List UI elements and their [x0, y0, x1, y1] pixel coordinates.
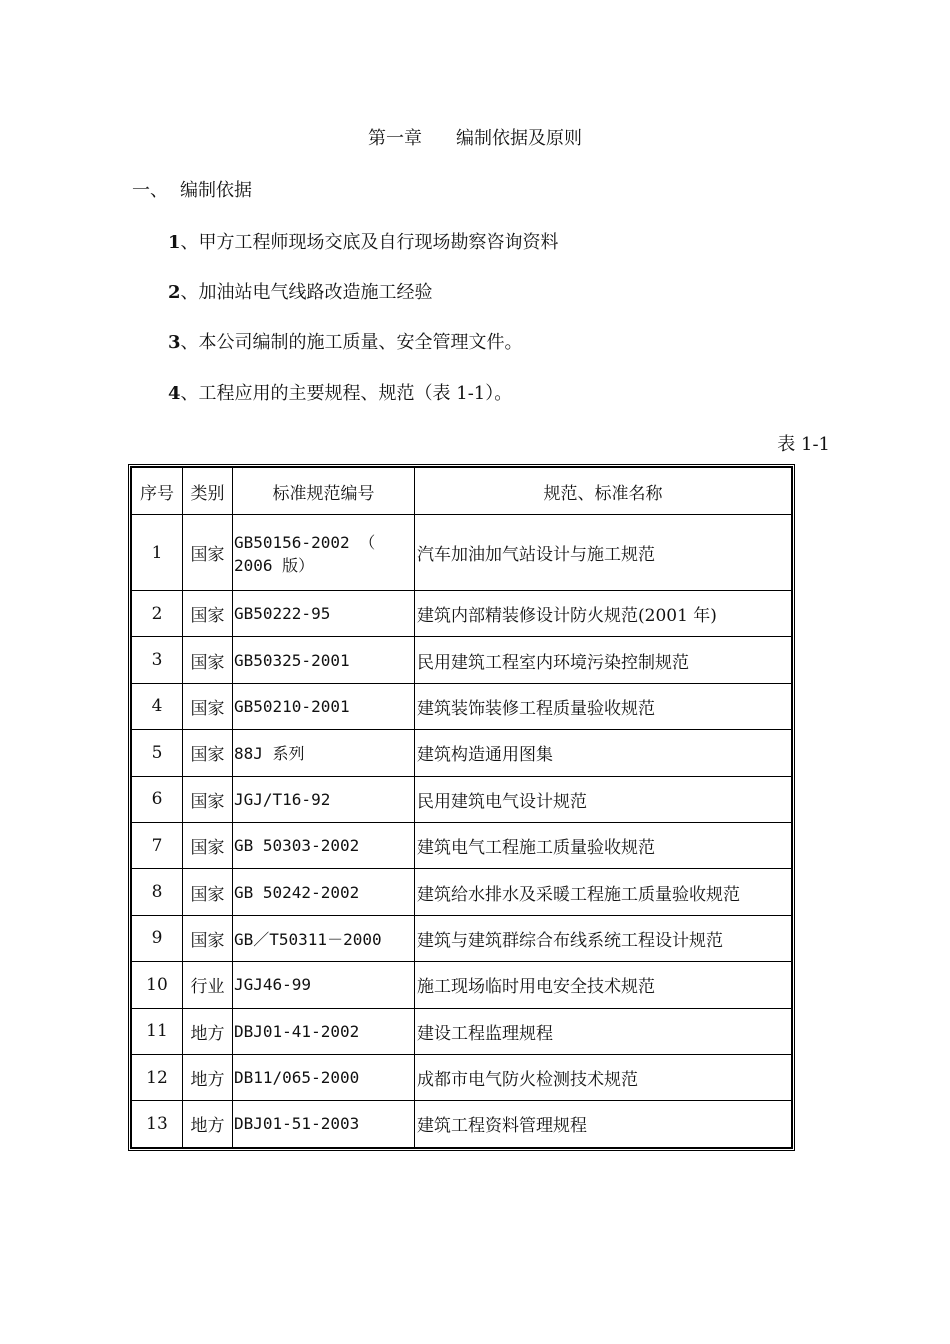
cell-category: 国家	[183, 822, 233, 868]
table-row	[132, 869, 792, 915]
cell-name: 建筑给水排水及采暖工程施工质量验收规范	[415, 869, 792, 915]
cell-no: 12	[132, 1054, 183, 1100]
item-number: 3	[168, 332, 181, 353]
table-row	[132, 683, 792, 729]
section-title: 编制依据	[180, 180, 252, 201]
cell-no: 1	[132, 515, 183, 591]
table-row	[132, 822, 792, 868]
cell-no: 4	[132, 683, 183, 729]
header-name: 规范、标准名称	[415, 468, 792, 515]
cell-name: 建筑构造通用图集	[415, 730, 792, 776]
table-row	[132, 1008, 792, 1054]
cell-no: 3	[132, 637, 183, 683]
item-number: 1	[168, 232, 181, 253]
header-code: 标准规范编号	[233, 468, 415, 515]
chapter-label: 第一章	[368, 128, 422, 149]
table-row	[132, 637, 792, 683]
standards-table	[131, 467, 792, 1148]
cell-code: DBJ01-41-2002	[233, 1008, 415, 1054]
chapter-title	[0, 124, 950, 150]
table-header-row	[132, 468, 792, 515]
table-caption: 表 1-1	[777, 434, 830, 455]
table-row	[132, 730, 792, 776]
list-item	[168, 228, 559, 254]
table-row	[132, 962, 792, 1008]
chapter-name: 编制依据及原则	[456, 128, 582, 149]
cell-no: 7	[132, 822, 183, 868]
cell-no: 9	[132, 915, 183, 961]
standards-table-frame	[128, 464, 795, 1151]
table-row	[132, 776, 792, 822]
table-row	[132, 1101, 792, 1147]
table-row	[132, 591, 792, 637]
cell-category: 国家	[183, 637, 233, 683]
list-item	[168, 328, 523, 354]
cell-name: 建筑与建筑群综合布线系统工程设计规范	[415, 915, 792, 961]
cell-code: GB 50303-2002	[233, 822, 415, 868]
cell-code: JGJ46-99	[233, 962, 415, 1008]
header-no: 序号	[132, 468, 183, 515]
item-number: 4	[168, 383, 181, 404]
cell-no: 13	[132, 1101, 183, 1147]
cell-code: JGJ/T16-92	[233, 776, 415, 822]
cell-name: 成都市电气防火检测技术规范	[415, 1054, 792, 1100]
cell-code: GB50325-2001	[233, 637, 415, 683]
cell-code: 88J 系列	[233, 730, 415, 776]
cell-no: 11	[132, 1008, 183, 1054]
cell-category: 国家	[183, 730, 233, 776]
cell-name: 建筑内部精装修设计防火规范(2001 年)	[415, 591, 792, 637]
item-text: 、甲方工程师现场交底及自行现场勘察咨询资料	[180, 232, 559, 253]
item-number: 2	[168, 282, 181, 303]
cell-code: GB50210-2001	[233, 683, 415, 729]
cell-code: GB 50242-2002	[233, 869, 415, 915]
section-number: 一、	[132, 180, 168, 201]
header-category: 类别	[183, 468, 233, 515]
cell-name: 汽车加油加气站设计与施工规范	[415, 515, 792, 591]
cell-category: 国家	[183, 915, 233, 961]
cell-category: 国家	[183, 869, 233, 915]
cell-no: 10	[132, 962, 183, 1008]
list-item	[168, 278, 433, 304]
cell-name: 建筑装饰装修工程质量验收规范	[415, 683, 792, 729]
section-heading	[132, 176, 252, 202]
cell-no: 8	[132, 869, 183, 915]
cell-category: 国家	[183, 591, 233, 637]
cell-name: 民用建筑电气设计规范	[415, 776, 792, 822]
cell-name: 建设工程监理规程	[415, 1008, 792, 1054]
cell-category: 行业	[183, 962, 233, 1008]
item-text: 、本公司编制的施工质量、安全管理文件。	[180, 332, 523, 353]
cell-code: GB／T50311－2000	[233, 915, 415, 961]
cell-no: 5	[132, 730, 183, 776]
cell-no: 6	[132, 776, 183, 822]
cell-category: 国家	[183, 683, 233, 729]
cell-name: 建筑电气工程施工质量验收规范	[415, 822, 792, 868]
table-row	[132, 1054, 792, 1100]
cell-code: GB50222-95	[233, 591, 415, 637]
cell-code: GB50156-2002 （ 2006 版）	[233, 515, 415, 591]
cell-code: DB11/065-2000	[233, 1054, 415, 1100]
cell-code: DBJ01-51-2003	[233, 1101, 415, 1147]
cell-name: 施工现场临时用电安全技术规范	[415, 962, 792, 1008]
cell-category: 地方	[183, 1054, 233, 1100]
cell-category: 国家	[183, 776, 233, 822]
cell-category: 地方	[183, 1101, 233, 1147]
cell-category: 地方	[183, 1008, 233, 1054]
cell-name: 民用建筑工程室内环境污染控制规范	[415, 637, 792, 683]
item-text: 、工程应用的主要规程、规范（表 1-1）。	[180, 383, 513, 404]
cell-no: 2	[132, 591, 183, 637]
table-row	[132, 515, 792, 591]
list-item	[168, 379, 512, 405]
table-row	[132, 915, 792, 961]
cell-category: 国家	[183, 515, 233, 591]
cell-name: 建筑工程资料管理规程	[415, 1101, 792, 1147]
item-text: 、加油站电气线路改造施工经验	[180, 282, 433, 303]
